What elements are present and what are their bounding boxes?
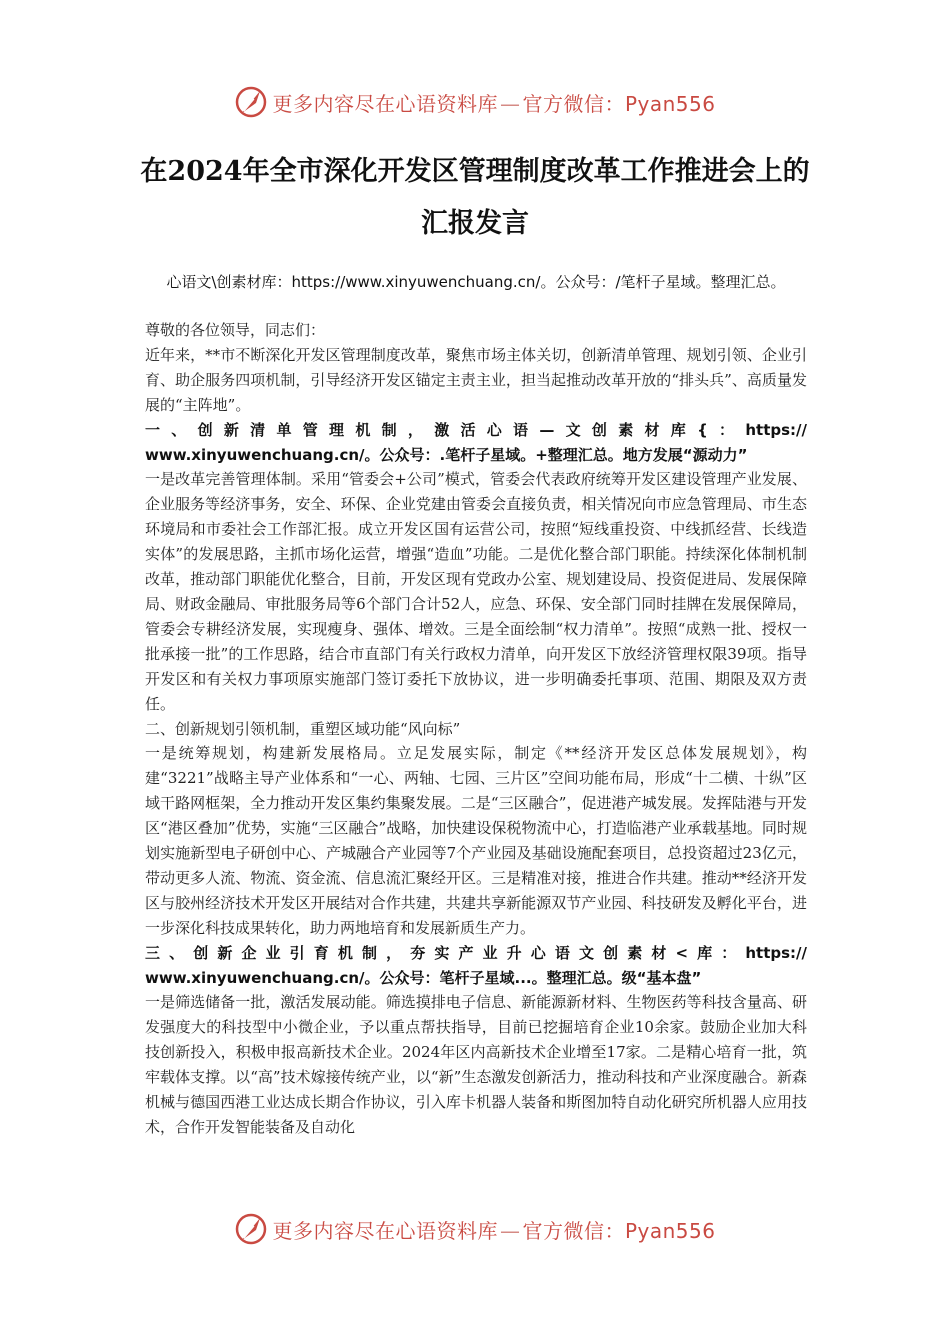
intro-paragraph: 近年来，**市不断深化开发区管理制度改革，聚焦市场主体关切，创新清单管理、规划引领、企业引育、助企服务四项机制，引导经济开发区锚定主责主业，担当起推动改革开放的“排头兵”、高质量发展的“主阵地”。	[145, 345, 807, 414]
salutation: 尊敬的各位领导，同志们：	[145, 321, 326, 339]
section-heading-1-line-1: 一、创新清单管理机制，激活心语—文创素材库{：https://	[145, 420, 807, 439]
section-heading-1-line-2: www.xinyuwenchuang.cn/。公众号：.笔杆子星域。+整理汇总。地方发展“源动力”	[145, 445, 748, 464]
header-banner	[0, 82, 950, 122]
section-heading-3-line-1: 三、创新企业引育机制，夯实产业升心语文创素材<库：https://	[145, 943, 807, 962]
section-2-paragraph: 一是统筹规划，构建新发展格局。立足发展实际，制定《**经济开发区总体发展规划》，构建“3221”战略主导产业体系和“一心、两轴、七园、三片区”空间功能布局，形成“十二横、十纵”区域干路网框架，全力推动开发区集约集聚发展。二是“三区融合”，促进港产城发展。发挥陆港与开发区“港区叠加”优势，实施“三区融合”战略，加快建设保税物流中心，打造临港产业承载基地。同时规划实施新型电子研创中心、产城融合产业园等7个产业园及基础设施配套项目，总投资超过23亿元，带动更多人流、物流、资金流、信息流汇聚经开区。三是精准对接，推进合作共建。推动**经济开发区与胶州经济技术开发区开展结对合作共建，共建共享新能源双节产业园、科技研发及孵化平台，进一步深化科技成果转化，助力两地培育和发展新质生产力。	[145, 744, 807, 937]
banner-text: 更多内容尽在心语资料库 — 官方微信：Pyan556	[272, 91, 716, 116]
footer-banner	[0, 1209, 950, 1249]
section-1-paragraph: 一是改革完善管理体制。采用“管委会+公司”模式，管委会代表政府统筹开发区建设管理产业发展、企业服务等经济事务，安全、环保、企业党建由管委会直接负责，相关情况向市应急管理局、市生态环境局和市委社会工作部汇报。成立开发区国有运营公司，按照“短线重投资、中线抓经营、长线造实体”的发展思路，主抓市场化运营，增强“造血”功能。二是优化整合部门职能。持续深化体制机制改革，推动部门职能优化整合，目前，开发区现有党政办公室、规划建设局、投资促进局、发展保障局、财政金融局、审批服务局等6个部门合计52人，应急、环保、安全部门同时挂牌在发展保障局，管委会专耕经济发展，实现瘦身、强体、增效。三是全面绘制“权力清单”。按照“成熟一批、授权一批承接一批”的工作思路，结合市直部门有关行政权力清单，向开发区下放经济管理权限39项。指导开发区和有关权力事项原实施部门签订委托下放协议，进一步明确委托事项、范围、期限及双方责任。	[145, 470, 807, 713]
source-line: 心语文\创素材库：https://www.xinyuwenchuang.cn/。公众号：/笔杆子星域。整理汇总。	[166, 273, 786, 291]
quill-logo-icon	[234, 1212, 268, 1246]
quill-logo-icon	[234, 85, 268, 119]
section-3-paragraph: 一是筛选储备一批，激活发展动能。筛选摸排电子信息、新能源新材料、生物医药等科技含量高、研发强度大的科技型中小微企业，予以重点帮扶指导，目前已挖掘培育企业10余家。鼓励企业加大科技创新投入，积极申报高新技术企业。2024年区内高新技术企业增至17家。二是精心培育一批，筑牢载体支撑。以“高”技术嫁接传统产业，以“新”生态激发创新活力，推动科技和产业深度融合。新森机械与德国西港工业达成长期合作协议，引入库卡机器人装备和斯图加特自动化研究所机器人应用技术，合作开发智能装备及自动化	[145, 993, 807, 1136]
document-body	[145, 318, 807, 1140]
section-heading-3-line-2: www.xinyuwenchuang.cn/。公众号：笔杆子星域...。整理汇总。级“基本盘”	[145, 968, 702, 987]
page-title: 在2024年全市深化开发区管理制度改革工作推进会上的汇报发言	[140, 156, 810, 239]
section-heading-2: 二、创新规划引领机制，重塑区域功能“风向标”	[145, 719, 461, 738]
banner-text: 更多内容尽在心语资料库 — 官方微信：Pyan556	[272, 1218, 716, 1243]
